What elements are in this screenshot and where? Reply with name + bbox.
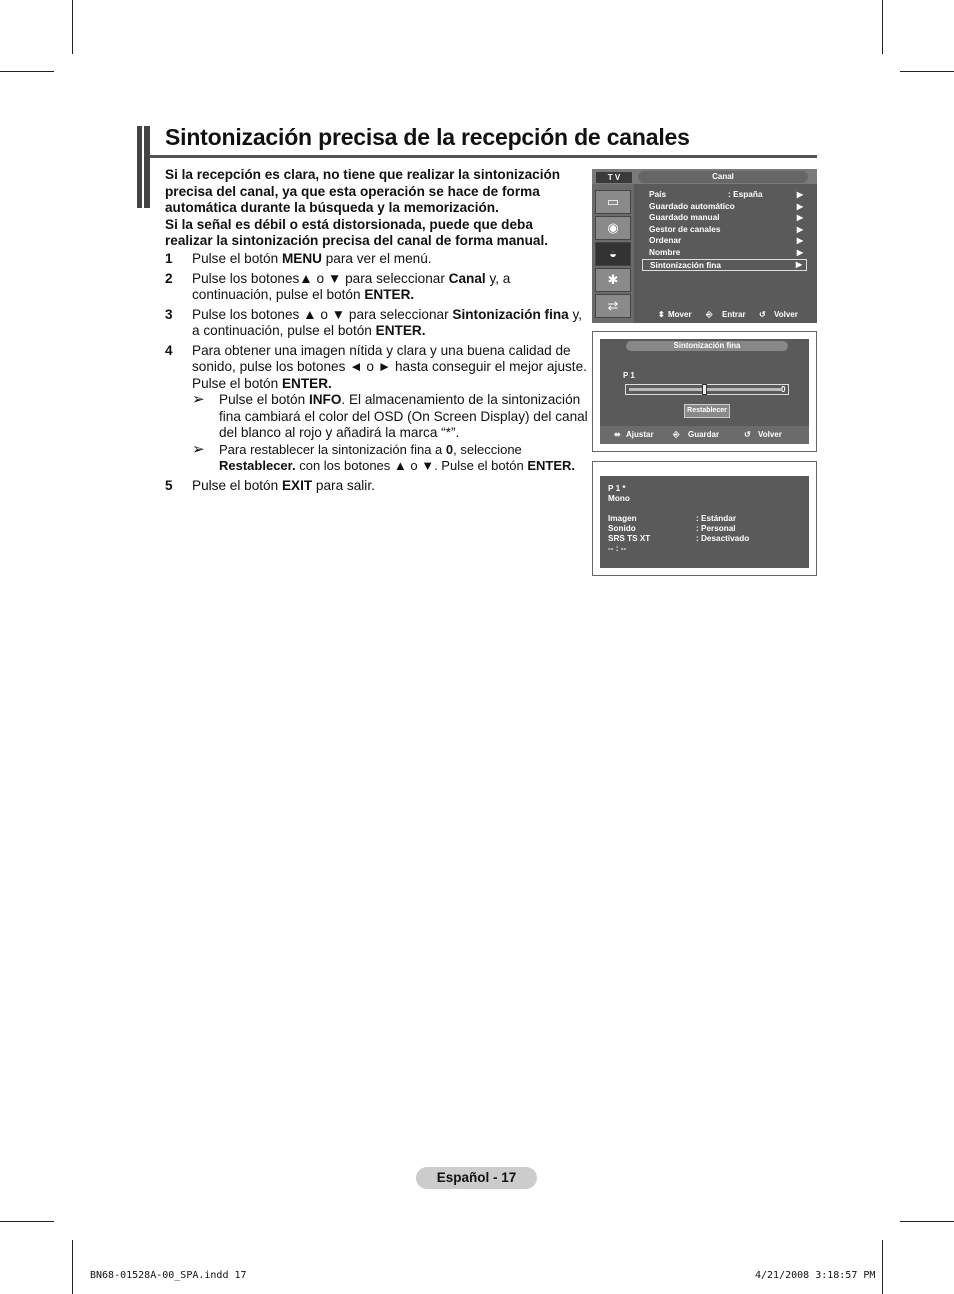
note-text: Pulse el botón — [219, 392, 309, 407]
reset-button[interactable]: Restablecer — [684, 404, 730, 418]
note-text: con los botones ▲ o ▼. Pulse el botón — [295, 458, 528, 473]
menu-item-label: Nombre — [649, 246, 681, 257]
slug-timestamp: 4/21/2008 3:18:57 PM — [755, 1270, 876, 1281]
note-keyword: INFO — [308, 392, 342, 407]
info-channel: P 1 * — [608, 484, 626, 493]
intro-text — [165, 167, 580, 250]
info-label: SRS TS XT — [608, 534, 651, 543]
crop-mark — [0, 71, 54, 72]
menu-item-label: Sintonización fina — [650, 259, 721, 270]
osd-fine-title: Sintonización fina — [626, 341, 788, 351]
step-keyword: ENTER. — [281, 375, 332, 391]
crop-mark — [72, 1240, 73, 1294]
info-audio: Mono — [608, 494, 630, 503]
footer-back-label: Volver — [758, 430, 782, 439]
note-keyword: 0 — [445, 441, 454, 457]
step-keyword: MENU — [281, 251, 322, 266]
menu-item-sintonizacion-fina[interactable] — [642, 259, 807, 272]
triangle-right-icon: ▶ — [796, 224, 803, 234]
menu-item-label: País — [649, 189, 667, 199]
menu-item-label: Ordenar — [649, 235, 682, 246]
note-arrow-icon: ➢ — [192, 391, 205, 408]
page-number-badge: Español - 17 — [416, 1167, 537, 1189]
info-row — [608, 524, 808, 533]
step-keyword: Sintonización fina — [452, 306, 569, 322]
step-text: para salir. — [312, 477, 375, 493]
crop-mark — [882, 0, 883, 54]
input-icon[interactable]: ⇄ — [595, 294, 631, 318]
triangle-right-icon: ▶ — [795, 259, 802, 269]
crop-mark — [900, 71, 954, 72]
step-text: y, a continuación, pulse el botón — [192, 270, 511, 302]
osd-channel-menu — [592, 169, 817, 323]
osd-footer — [600, 426, 809, 444]
osd-sidebar — [592, 184, 634, 323]
leftright-icon: ⬌ — [614, 430, 621, 439]
step-keyword: EXIT — [281, 477, 313, 493]
note-item — [192, 392, 590, 442]
step-text: Para obtener una imagen nítida y clara y una buena calidad de sonido, pulse los botones ◄ o ► hasta conseguir el mejor ajuste. Pulse el botón — [192, 342, 587, 391]
page-title: Sintonización precisa de la recepción de canales — [165, 124, 690, 150]
crop-mark — [0, 1221, 54, 1222]
info-row — [608, 514, 808, 523]
info-value: : Desactivado — [696, 534, 750, 543]
footer-adjust-label: Ajustar — [626, 430, 654, 439]
triangle-right-icon: ▶ — [796, 190, 803, 199]
tv-label: T V — [596, 172, 632, 183]
note-item — [192, 442, 590, 475]
step-number: 4 — [165, 342, 173, 358]
sound-icon[interactable]: ◉ — [595, 216, 631, 240]
footer-save-label: Guardar — [688, 430, 720, 439]
step-text: para ver el menú. — [321, 251, 432, 266]
step-item — [165, 271, 590, 304]
footer-back-label: Volver — [774, 310, 798, 319]
intro-paragraph: Si la recepción es clara, no tiene que realizar la sintonización precisa del canal, ya que esta operación se hace de forma automática durante la búsqueda y la memorización. — [165, 167, 561, 215]
picture-icon[interactable]: ▭ — [595, 190, 631, 214]
step-keyword: ENTER. — [364, 287, 415, 302]
info-value: : Personal — [696, 524, 736, 533]
note-text: . El almacenamiento de la sintonización fina cambiará el color del OSD (On Screen Display) del canal del blanco al rojo y añadirá la marca “*”. — [219, 392, 588, 440]
footer-move-label: Mover — [668, 310, 692, 319]
step-text: Pulse el botón — [192, 477, 282, 493]
steps-list — [165, 251, 590, 497]
note-keyword: Restablecer. — [219, 458, 296, 473]
menu-item-label: Guardado automático — [649, 200, 735, 211]
triangle-right-icon: ▶ — [796, 247, 803, 257]
title-rule — [150, 155, 817, 158]
step-number: 3 — [165, 306, 173, 322]
fine-tune-slider[interactable] — [625, 384, 789, 395]
fine-tune-value: 0 — [781, 385, 786, 394]
enter-icon: ⎆ — [673, 430, 680, 439]
step-text: y, a continuación, pulse el botón — [192, 306, 583, 338]
info-label: Sonido — [608, 524, 636, 533]
step-keyword: Canal — [448, 270, 486, 286]
info-value: : Estándar — [696, 514, 737, 523]
menu-item-nombre[interactable] — [642, 247, 807, 259]
osd-info — [600, 476, 809, 568]
setup-icon[interactable]: ✱ — [595, 268, 631, 292]
step-number: 1 — [165, 251, 173, 266]
menu-item-label: Guardado manual — [649, 212, 720, 223]
note-keyword: ENTER. — [527, 458, 575, 473]
triangle-right-icon: ▶ — [796, 236, 803, 246]
step-number: 5 — [165, 477, 173, 493]
menu-item-pais[interactable] — [642, 189, 807, 201]
crop-mark — [72, 0, 73, 54]
step-item — [165, 343, 590, 393]
step-number: 2 — [165, 270, 173, 286]
step-item — [165, 307, 590, 340]
info-time: -- : -- — [608, 544, 627, 553]
menu-item-label: Gestor de canales — [649, 223, 721, 234]
slider-knob[interactable] — [702, 384, 707, 395]
triangle-right-icon: ▶ — [796, 201, 803, 211]
slug-filename: BN68-01528A-00_SPA.indd 17 — [90, 1270, 247, 1281]
step-text: Pulse el botón — [192, 251, 282, 266]
osd-header — [592, 169, 817, 184]
intro-paragraph: Si la señal es débil o está distorsionada, puede que deba realizar la sintonización precisa del canal de forma manual. — [165, 216, 549, 248]
menu-item-value: : España — [728, 189, 763, 199]
triangle-right-icon: ▶ — [796, 213, 803, 223]
channel-number: P 1 — [623, 371, 635, 380]
osd-footer — [636, 307, 817, 323]
step-item — [165, 478, 590, 495]
menu-item-guardado-manual[interactable] — [642, 212, 807, 224]
osd-menu-list — [642, 189, 807, 271]
osd-fine-tune — [600, 339, 809, 444]
return-icon: ↺ — [759, 310, 766, 319]
menu-item-guardado-automatico[interactable] — [642, 201, 807, 213]
info-label: Imagen — [608, 514, 637, 523]
menu-item-gestor-canales[interactable] — [642, 224, 807, 236]
enter-icon: ⎆ — [706, 310, 713, 319]
footer-enter-label: Entrar — [722, 310, 746, 319]
step-text: Pulse los botones▲ o ▼ para seleccionar — [192, 270, 449, 286]
step-item — [165, 251, 590, 268]
channel-icon[interactable]: ◒ — [595, 242, 631, 266]
crop-mark — [900, 1221, 954, 1222]
updown-icon: ⬍ — [658, 310, 665, 319]
note-text: Para restablecer la sintonización fina a — [219, 441, 446, 457]
step-keyword: ENTER. — [375, 323, 426, 338]
note-arrow-icon: ➢ — [192, 440, 205, 458]
menu-item-ordenar[interactable] — [642, 235, 807, 247]
note-text: , seleccione — [453, 441, 522, 457]
return-icon: ↺ — [744, 430, 751, 439]
step-text: Pulse los botones ▲ o ▼ para seleccionar — [192, 306, 453, 322]
info-row — [608, 534, 808, 543]
osd-menu-title: Canal — [638, 171, 808, 183]
crop-mark — [882, 1240, 883, 1294]
